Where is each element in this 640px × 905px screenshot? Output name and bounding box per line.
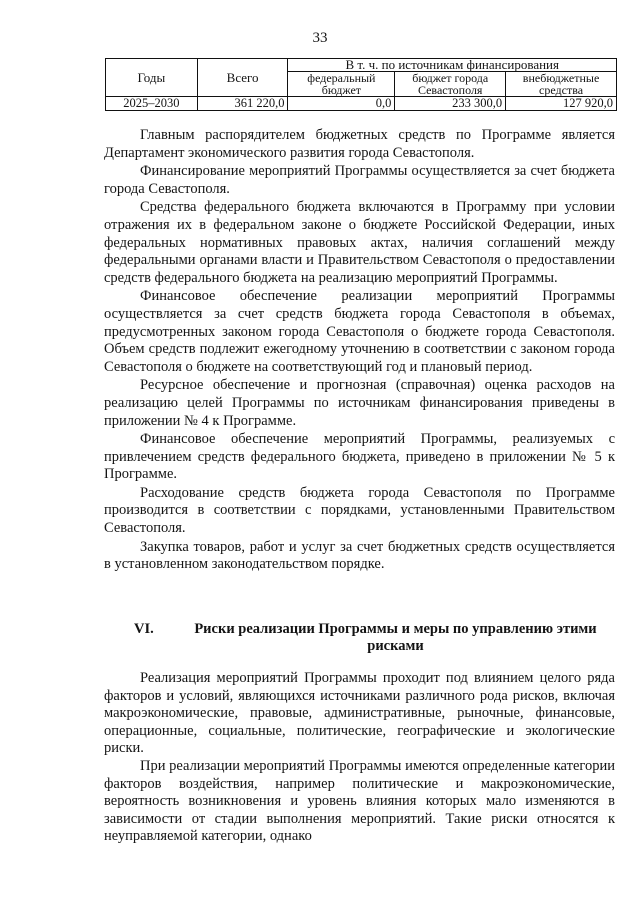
col-years-header: Годы xyxy=(106,59,198,97)
paragraph: Реализация мероприятий Программы проходит под влиянием целого ряда факторов и условий, являющихся источниками различного рода рисков, включая макроэкономические, правовые, административные, рыночные, финансовые, операционные, социальные, политические, географические и экологические риски. xyxy=(104,670,615,757)
table-row xyxy=(106,97,617,111)
col-federal-header: федеральный бюджет xyxy=(288,72,395,97)
paragraph: Ресурсное обеспечение и прогнозная (справочная) оценка расходов на реализацию целей Программы по источникам финансирования приведены в приложении № 4 к Программе. xyxy=(104,377,615,429)
page-number: 33 xyxy=(312,30,328,46)
section-title: Риски реализации Программы и меры по управлению этими рисками xyxy=(194,621,597,654)
section-number: VI. xyxy=(134,621,154,637)
paragraph: Финансовое обеспечение реализации мероприятий Программы осуществляется за счет средств бюджета города Севастополя в объемах, предусмотренных законом города Севастополя о бюджете города Севастополя. Объем средств подлежит ежегодному уточнению в соответствии с законом города Севастополя о бюджете на соответствующий год и плановый период. xyxy=(104,288,615,375)
paragraph: Расходование средств бюджета города Севастополя по Программе производится в соответствии с порядками, установленными Правительством Севастополя. xyxy=(104,484,615,537)
cell-years: 2025–2030 xyxy=(106,97,198,111)
paragraph: Главным распорядителем бюджетных средств по Программе является Департамент экономического развития города Севастополя. xyxy=(104,127,615,161)
paragraph: Закупка товаров, работ и услуг за счет бюджетных средств осуществляется в установленном законодательством порядке. xyxy=(104,538,615,573)
body-text xyxy=(104,127,615,574)
cell-offbudget: 127 920,0 xyxy=(506,97,617,111)
paragraph: При реализации мероприятий Программы имеются определенные категории факторов воздействия, например политические и макроэкономические, вероятность возникновения и уровень влияния которых мало изменяются в зависимости от стадии выполнения мероприятий. Такие риски относятся к неуправляемой категории, однако xyxy=(104,757,615,845)
col-total-header: Всего xyxy=(197,59,288,97)
col-offbudget-header: внебюджетные средства xyxy=(506,72,617,97)
table-header-row xyxy=(106,59,617,72)
paragraph: Финансовое обеспечение мероприятий Программы, реализуемых с привлечением средств федерального бюджета, приведено в приложении № 5 к Программе. xyxy=(104,431,615,483)
section-body-text xyxy=(104,670,615,846)
cell-city: 233 300,0 xyxy=(395,97,506,111)
col-city-header: бюджет города Севастополя xyxy=(395,72,506,97)
cell-total: 361 220,0 xyxy=(197,97,288,111)
paragraph: Средства федерального бюджета включаются в Программу при условии отражения их в федеральном законе о бюджете Российской Федерации, иных федеральных нормативных правовых актах, наличия соглашений между федеральными органами власти и Правительством Севастополя о предоставлении средств федерального бюджета на реализацию мероприятий Программы. xyxy=(104,199,615,286)
section-heading xyxy=(104,621,615,655)
cell-federal: 0,0 xyxy=(288,97,395,111)
financing-table xyxy=(105,58,617,111)
paragraph: Финансирование мероприятий Программы осуществляется за счет бюджета города Севастополя. xyxy=(104,163,615,197)
col-sources-header: В т. ч. по источникам финансирования xyxy=(288,59,617,72)
